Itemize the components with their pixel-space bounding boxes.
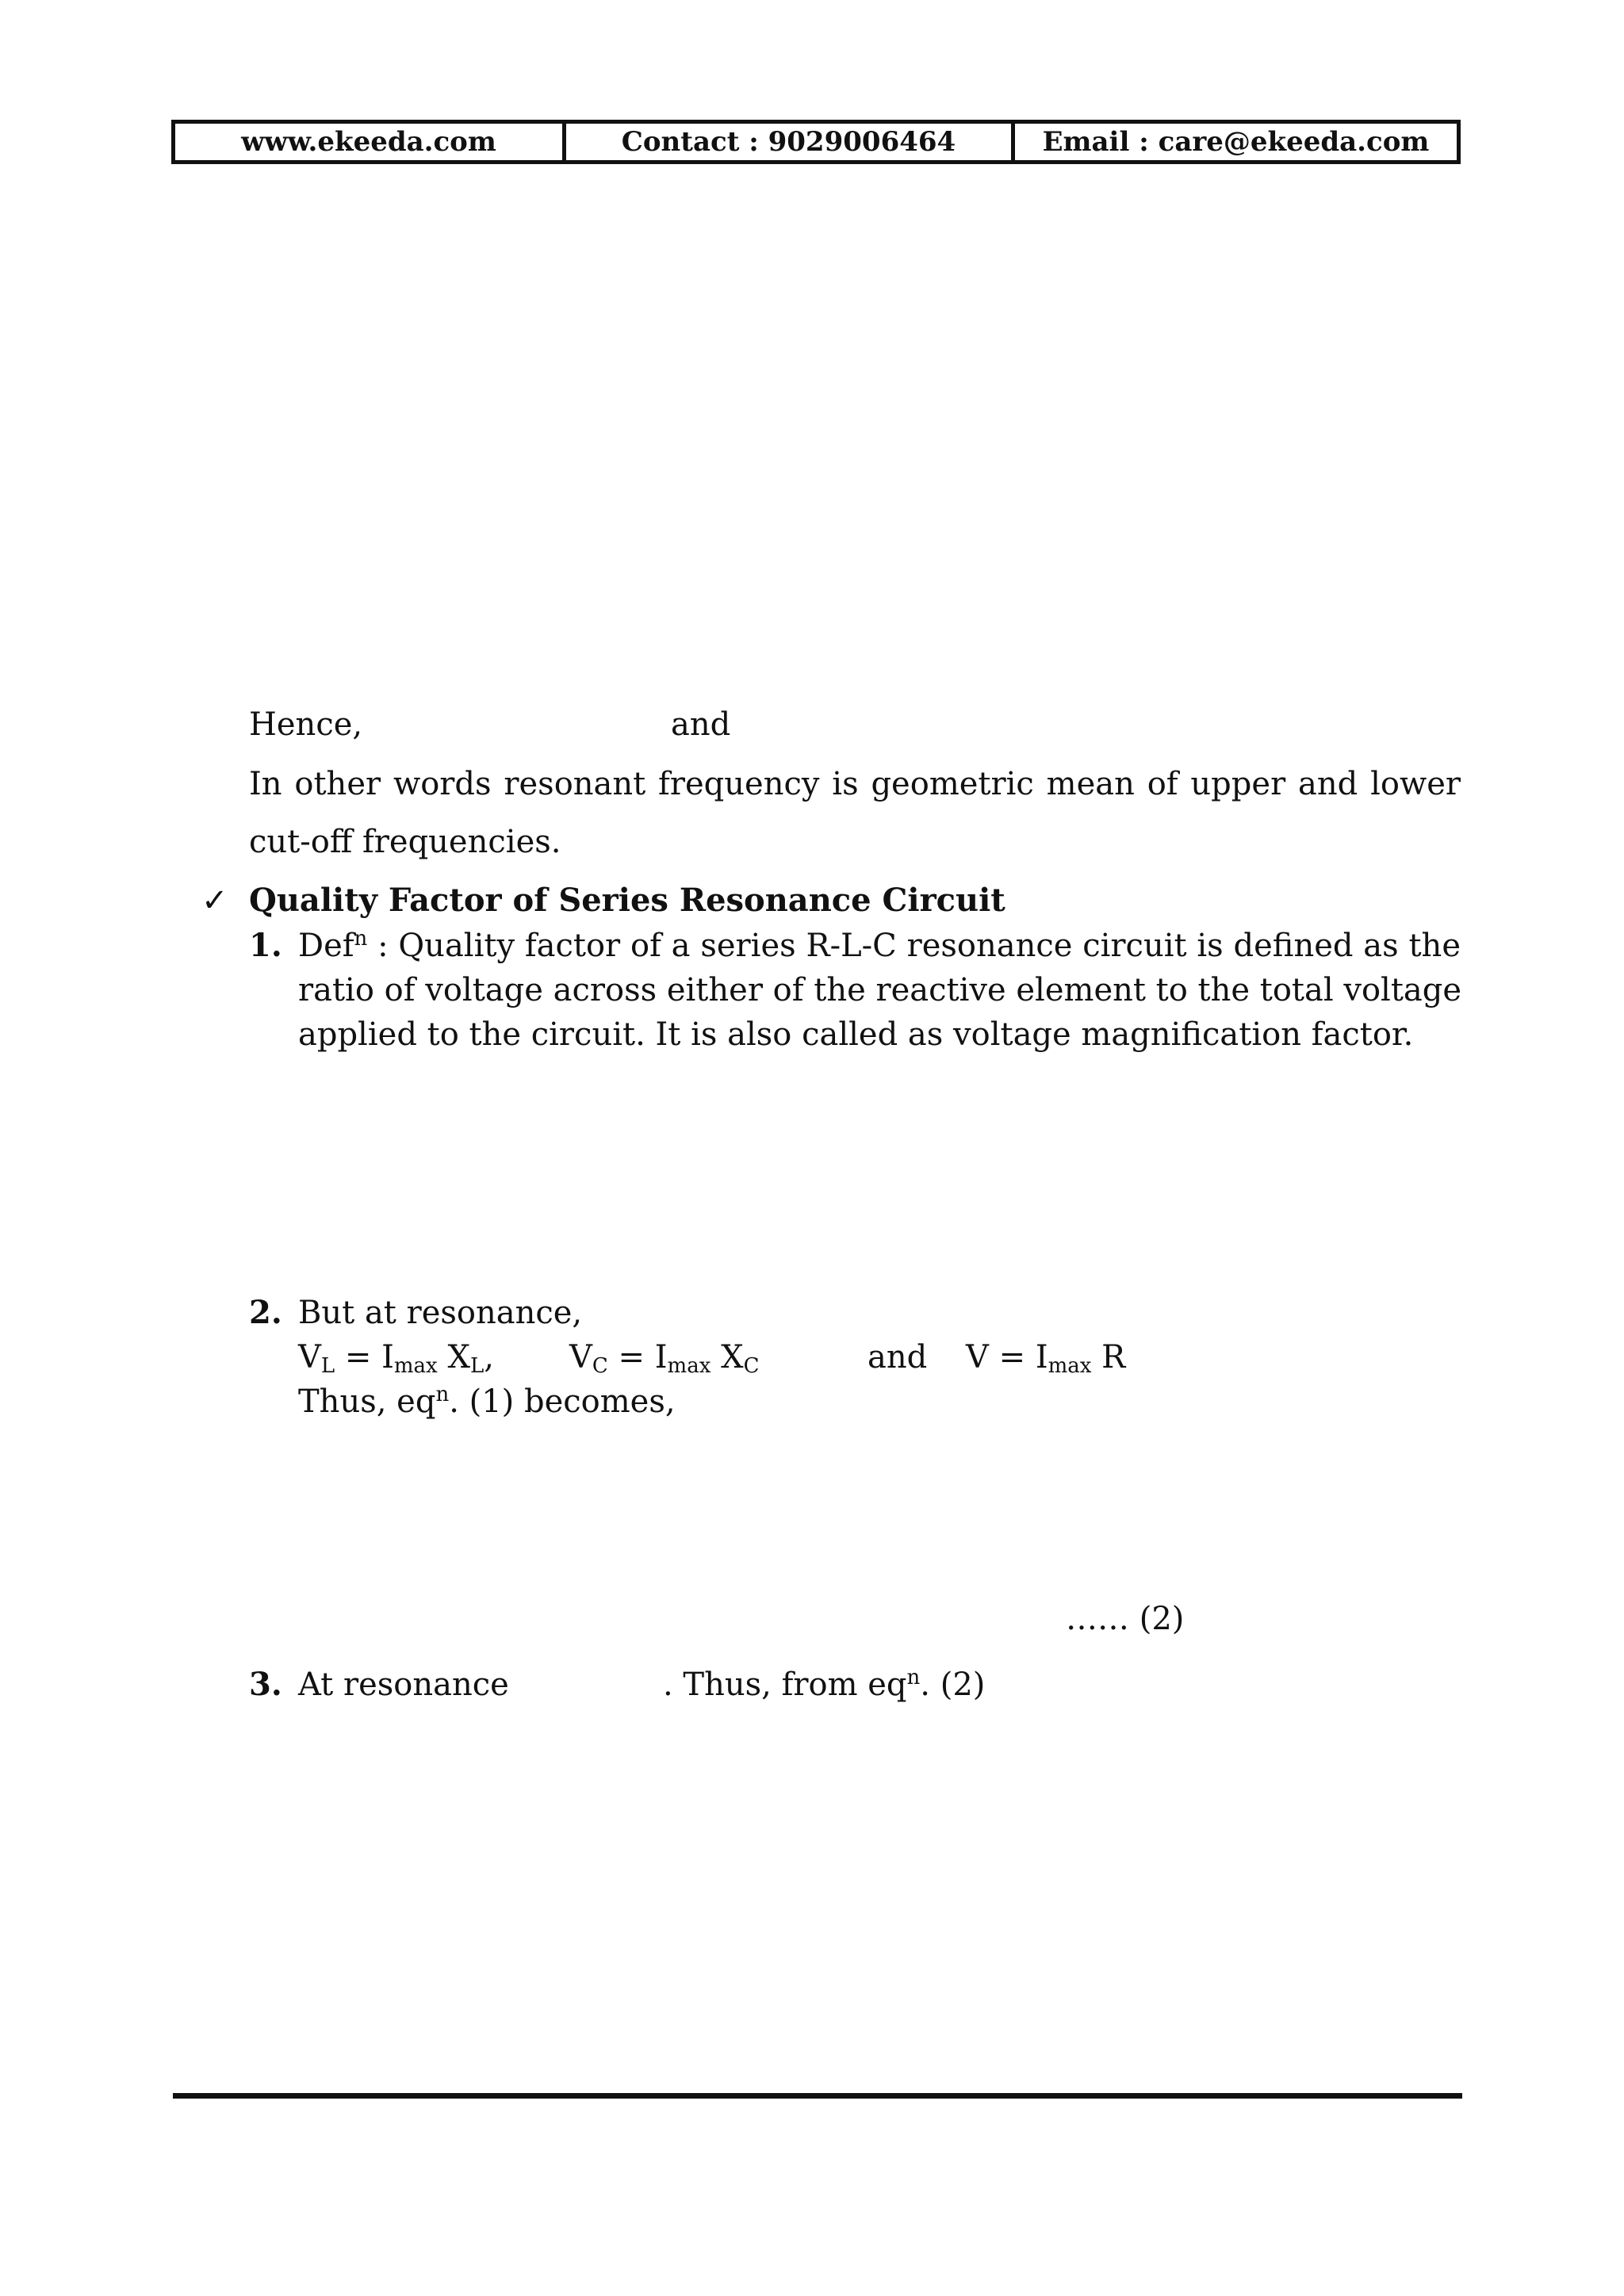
- item-3-rest: . Thus, from $eq^n$. (2): [663, 1666, 986, 1703]
- item-1-line-3: applied to the circuit. It is also called as voltage magnification factor.: [298, 1016, 1414, 1053]
- geo-mean-line-2: cut-off frequencies.: [249, 824, 561, 860]
- def-text: Def: [298, 928, 354, 964]
- item-2-line-1: But at resonance,: [298, 1295, 583, 1331]
- eq-vl: $V_L = I_{max}$ $X_L$,: [298, 1339, 494, 1378]
- header-email[interactable]: Email : care@ekeeda.com: [1042, 126, 1430, 158]
- footer-rule: [173, 2093, 1462, 2099]
- header-contact: Contact : 9029006464: [566, 124, 1015, 160]
- check-icon: ✓: [201, 882, 228, 919]
- header-website[interactable]: www.ekeeda.com: [175, 124, 566, 160]
- item-1-line-1: [298, 927, 1461, 965]
- item-3-number: 3.: [249, 1666, 282, 1703]
- geo-mean-line-1: In other words resonant frequency is geometric mean of upper and lower: [249, 766, 1461, 802]
- item-1-number: 1.: [249, 927, 282, 964]
- eq-v: $V = I_{max}$ R: [966, 1339, 1126, 1378]
- header-bar: [171, 120, 1461, 164]
- item-2-number: 2.: [249, 1294, 282, 1331]
- def-sup: n: [354, 927, 368, 951]
- item-1-line-2: ratio of voltage across either of the reactive element to the total voltage: [298, 972, 1462, 1008]
- and-text: and: [671, 706, 731, 743]
- equation-label-2: …… (2): [1066, 1601, 1185, 1637]
- item-2-thus: Thus, $eq^n$. (1) becomes,: [298, 1383, 676, 1420]
- def-rest: : Quality factor of a series R-L-C resonance circuit is defined as the: [367, 928, 1461, 964]
- eq-vc: $V_C = I_{max}$ $X_C$: [569, 1339, 760, 1378]
- and-text-2: and: [868, 1339, 928, 1376]
- hence-text: Hence,: [249, 706, 363, 743]
- section-title: Quality Factor of Series Resonance Circuit: [249, 882, 1005, 919]
- item-3-text: At resonance: [298, 1667, 509, 1703]
